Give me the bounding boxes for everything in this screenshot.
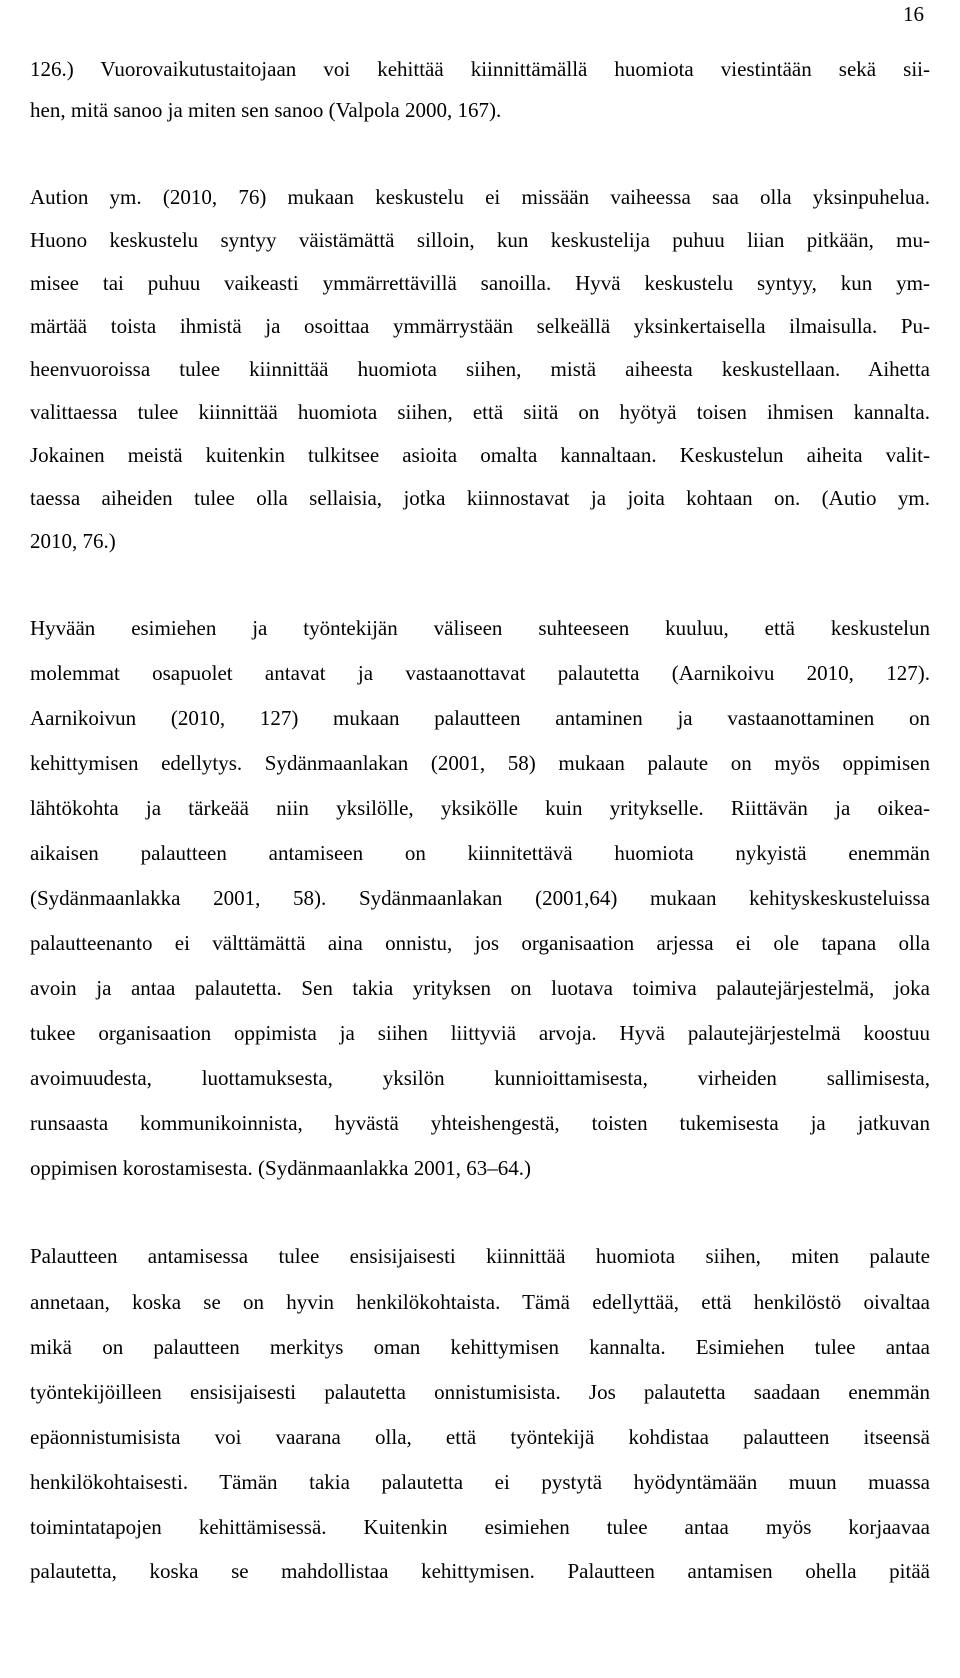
text-line: hen, mitä sanoo ja miten sen sanoo (Valpola 2000, 167). [30, 98, 502, 122]
text-line: toimintatapojen kehittämisessä. Kuitenkin esimiehen tulee antaa myös korjaavaa [30, 1515, 930, 1539]
text-line: Hyvään esimiehen ja työntekijän väliseen suhteeseen kuuluu, että keskustelun [30, 616, 930, 640]
text-line: työntekijöilleen ensisijaisesti palautetta onnistumisista. Jos palautetta saadaan enemmän [30, 1380, 930, 1404]
text-line: lähtökohta ja tärkeää niin yksilölle, yksikölle kuin yritykselle. Riittävän ja oikea- [30, 796, 930, 820]
text-line: palautteenanto ei välttämättä aina onnistu, jos organisaation arjessa ei ole tapana olla [30, 931, 930, 955]
text-line: oppimisen korostamisesta. (Sydänmaanlakka 2001, 63–64.) [30, 1156, 531, 1180]
text-line: tukee organisaation oppimista ja siihen liittyviä arvoja. Hyvä palautejärjestelmä koostuu [30, 1021, 930, 1045]
text-line: aikaisen palautteen antamiseen on kiinnitettävä huomiota nykyistä enemmän [30, 841, 930, 865]
text-line: kehittymisen edellytys. Sydänmaanlakan (2001, 58) mukaan palaute on myös oppimisen [30, 751, 930, 775]
text-line: 126.) Vuorovaikutustaitojaan voi kehittää kiinnittämällä huomiota viestintään sekä sii- [30, 57, 930, 81]
text-line: henkilökohtaisesti. Tämän takia palautetta ei pystytä hyödyntämään muun muassa [30, 1470, 930, 1494]
text-line: mikä on palautteen merkitys oman kehittymisen kannalta. Esimiehen tulee antaa [30, 1335, 930, 1359]
text-line: (Sydänmaanlakka 2001, 58). Sydänmaanlakan (2001,64) mukaan kehityskeskusteluissa [30, 886, 930, 910]
text-line: molemmat osapuolet antavat ja vastaanottavat palautetta (Aarnikoivu 2010, 127). [30, 661, 930, 685]
text-line: Aarnikoivun (2010, 127) mukaan palautteen antaminen ja vastaanottaminen on [30, 706, 930, 730]
text-line: epäonnistumisista voi vaarana olla, että työntekijä kohdistaa palautteen itseensä [30, 1425, 930, 1449]
text-line: Palautteen antamisessa tulee ensisijaisesti kiinnittää huomiota siihen, miten palaute [30, 1244, 930, 1268]
text-line: Aution ym. (2010, 76) mukaan keskustelu ei missään vaiheessa saa olla yksinpuhelua. [30, 185, 930, 209]
text-line: avoimuudesta, luottamuksesta, yksilön kunnioittamisesta, virheiden sallimisesta, [30, 1066, 930, 1090]
text-line: 2010, 76.) [30, 529, 116, 553]
page-number: 16 [903, 2, 924, 26]
text-line: valittaessa tulee kiinnittää huomiota siihen, että siitä on hyötyä toisen ihmisen kannalta. [30, 400, 930, 424]
text-line: Huono keskustelu syntyy väistämättä silloin, kun keskustelija puhuu liian pitkään, mu- [30, 228, 930, 252]
text-line: taessa aiheiden tulee olla sellaisia, jotka kiinnostavat ja joita kohtaan on. (Autio ym. [30, 486, 930, 510]
text-line: avoin ja antaa palautetta. Sen takia yrityksen on luotava toimiva palautejärjestelmä, joka [30, 976, 930, 1000]
text-line: märtää toista ihmistä ja osoittaa ymmärrystään selkeällä yksinkertaisella ilmaisulla. Pu- [30, 314, 930, 338]
text-line: heenvuoroissa tulee kiinnittää huomiota siihen, mistä aiheesta keskustellaan. Aihetta [30, 357, 930, 381]
text-line: palautetta, koska se mahdollistaa kehittymisen. Palautteen antamisen ohella pitää [30, 1559, 930, 1583]
text-line: Jokainen meistä kuitenkin tulkitsee asioita omalta kannaltaan. Keskustelun aiheita valit- [30, 443, 930, 467]
text-line: misee tai puhuu vaikeasti ymmärrettävillä sanoilla. Hyvä keskustelu syntyy, kun ym- [30, 271, 930, 295]
text-line: annetaan, koska se on hyvin henkilökohtaista. Tämä edellyttää, että henkilöstö oivaltaa [30, 1290, 930, 1314]
text-line: runsaasta kommunikoinnista, hyvästä yhteishengestä, toisten tukemisesta ja jatkuvan [30, 1111, 930, 1135]
